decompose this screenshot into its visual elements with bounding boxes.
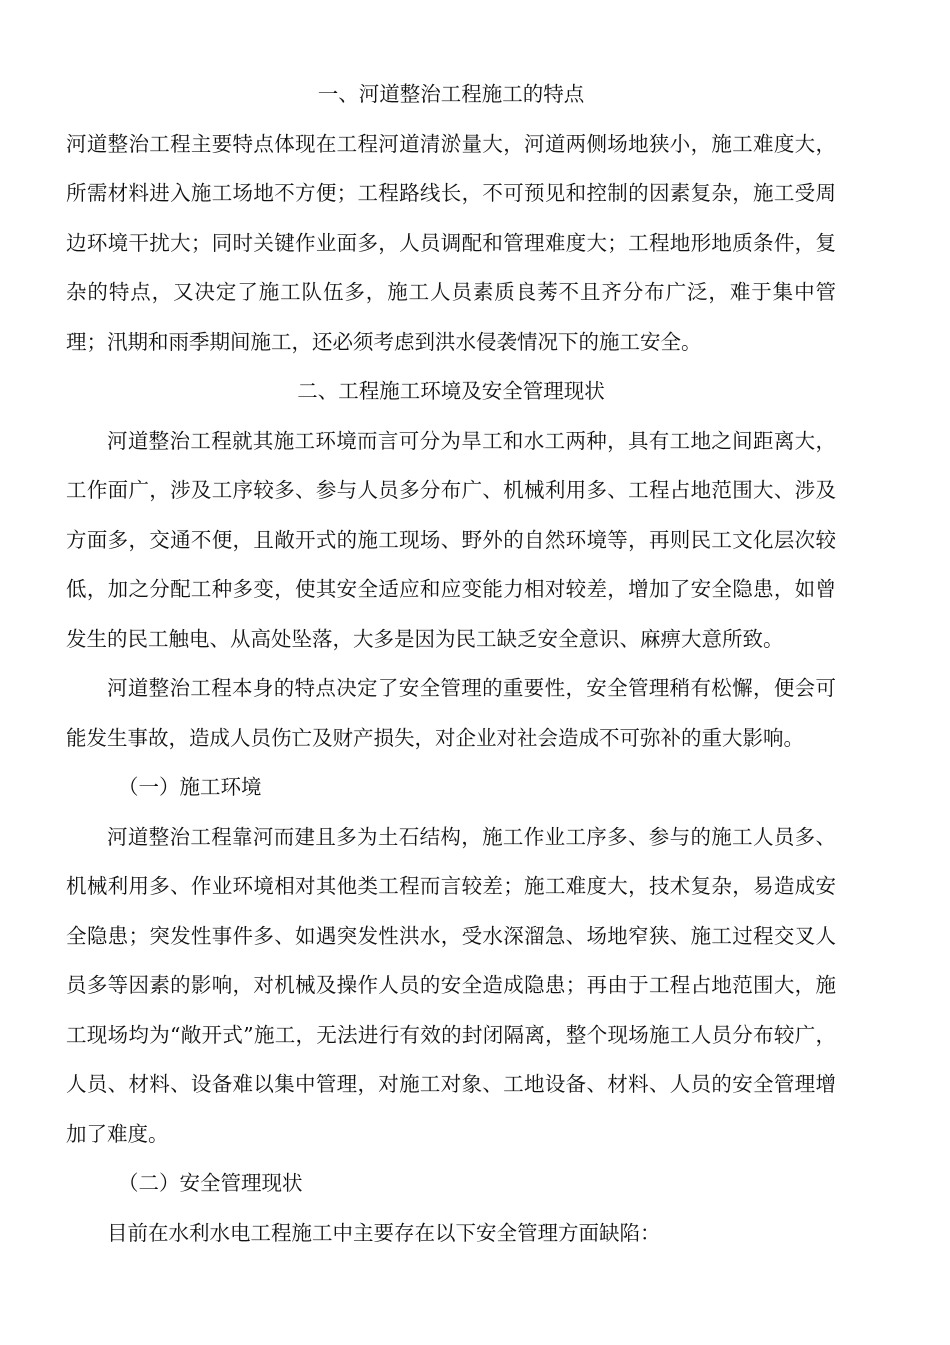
section2-title: 二、工程施工环境及安全管理现状 [297,379,605,403]
document-page [66,70,836,1258]
subsection2-title: （二）安全管理现状 [118,1171,303,1195]
subsection2-paragraph: 目前在水利水电工程施工中主要存在以下安全管理方面缺陷： [107,1220,661,1245]
subsection1-title: （一）施工环境 [118,775,262,799]
subsection1-paragraph: 河道整治工程靠河而建且多为土石结构，施工作业工序多、参与的施工人员多、机械利用多、作业环境相对其他类工程而言较差；施工难度大，技术复杂，易造成安全隐患；突发性事件多、如遇突发性洪水，受水深溜急、场地窄狭、施工过程交叉人员多等因素的影响，对机械及操作人员的安全造成隐患；再由于工程占地范围大，施工现场均为“敞开式”施工，无法进行有效的封闭隔离，整个现场施工人员分布较广，人员、材料、设备难以集中管理，对施工对象、工地设备、材料、人员的安全管理增加了难度。 [66,824,836,1146]
section1-paragraph: 河道整治工程主要特点体现在工程河道清淤量大，河道两侧场地狭小，施工难度大，所需材料进入施工场地不方便；工程路线长，不可预见和控制的因素复杂，施工受周边环境干扰大；同时关键作业面多，人员调配和管理难度大；工程地形地质条件，复杂的特点，又决定了施工队伍多，施工人员素质良莠不且齐分布广泛，难于集中管理；汛期和雨季期间施工，还必须考虑到洪水侵袭情况下的施工安全。 [66,131,836,354]
section2-paragraph-1: 河道整治工程就其施工环境而言可分为旱工和水工两种，具有工地之间距离大，工作面广，涉及工序较多、参与人员多分布广、机械利用多、工程占地范围大、涉及方面多，交通不便，且敞开式的施工现场、野外的自然环境等，再则民工文化层次较低，加之分配工种多变，使其安全适应和应变能力相对较差，增加了安全隐患，如曾发生的民工触电、从高处坠落，大多是因为民工缺乏安全意识、麻痹大意所致。 [66,428,836,651]
section2-paragraph-2: 河道整治工程本身的特点决定了安全管理的重要性，安全管理稍有松懈，便会可能发生事故，造成人员伤亡及财产损失，对企业对社会造成不可弥补的重大影响。 [66,676,836,750]
section1-title: 一、河道整治工程施工的特点 [317,82,585,106]
